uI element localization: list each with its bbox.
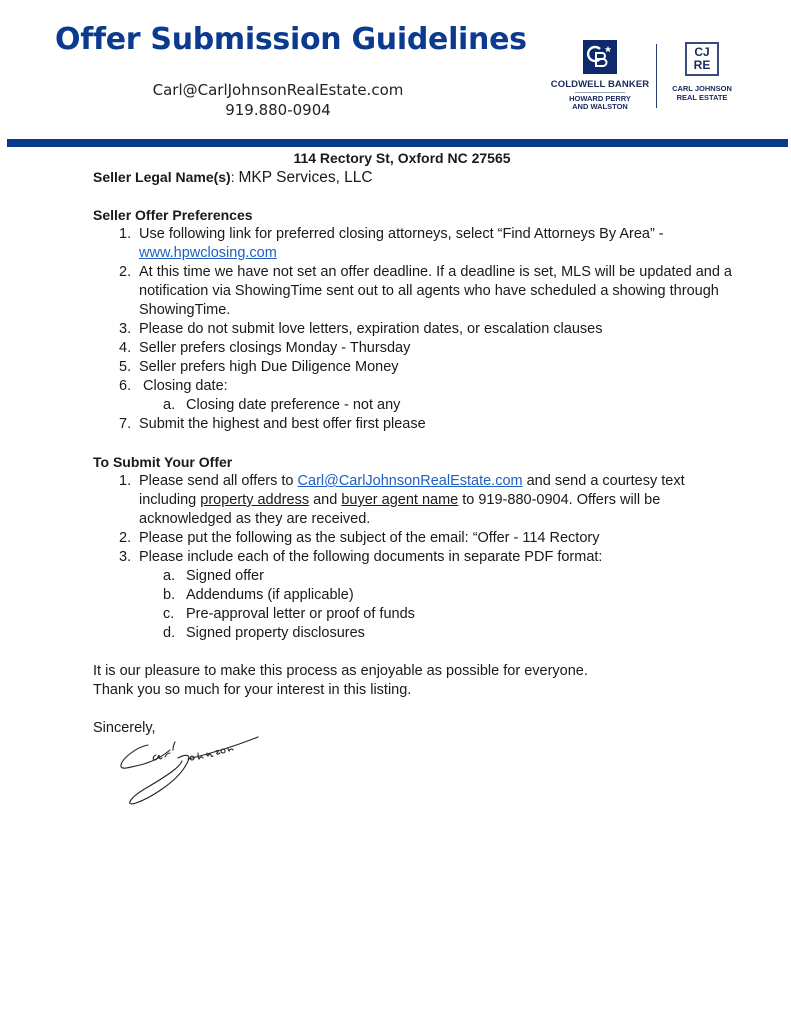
cj-monogram-line2: RE [693,58,711,72]
seller-value: MKP Services, LLC [238,169,373,186]
cb-rule [575,92,625,93]
carl-johnson-logo [664,42,740,102]
sub-list-item: a. Closing date preference - not any [163,397,401,413]
seller-colon: : [230,169,235,185]
closing-line-1: It is our pleasure to make this process as enjoyable as possible for everyone. [93,663,588,679]
cjre-monogram-icon [685,42,719,76]
email-link[interactable]: Carl@CarlJohnsonRealEstate.com [297,473,523,489]
cb-monogram-icon [583,40,617,74]
property-address: 114 Rectory St, Oxford NC 27565 [293,150,511,166]
submit-list [93,472,733,643]
cj-name-line1: CARL JOHNSON [672,84,732,93]
seller-label: Seller Legal Name(s) [93,169,231,185]
list-item: 7. Submit the highest and best offer first please [119,416,426,432]
attorneys-link[interactable]: www.hpwclosing.com [139,245,277,261]
list-item: 6. Closing date: [119,378,228,394]
cj-name-line2: REAL ESTATE [676,93,728,102]
closing-paragraph [93,662,733,700]
sub-list-item: c. Pre-approval letter or proof of funds [163,606,415,622]
list-item: 3. Please include each of the following documents in separate PDF format: [119,549,603,565]
closing-line-2: Thank you so much for your interest in this listing. [93,682,412,698]
header-phone: 919.880-0904 [225,101,331,119]
list-item: 3. Please do not submit love letters, expiration dates, or escalation clauses [119,321,603,337]
cb-sub-line2: AND WALSTON [572,102,628,111]
list-item: 2. At this time we have not set an offer deadline. If a deadline is set, MLS will be updated and a notification via ShowingTime sent out to all agents who have scheduled a showing through ShowingTime. [119,264,732,318]
document-body [93,149,733,738]
seller-legal-name [93,168,733,187]
signoff: Sincerely, [93,720,156,736]
list-item: 4. Seller prefers closings Monday - Thursday [119,340,411,356]
cj-monogram-line1: CJ [694,45,710,59]
sub-list-item: a. Signed offer [163,568,264,584]
coldwell-banker-logo [540,40,660,111]
sub-list-item: d. Signed property disclosures [163,625,365,641]
sub-list-item: b. Addendums (if applicable) [163,587,354,603]
cb-brand-name: COLDWELL BANKER [550,79,650,90]
header-email: Carl@CarlJohnsonRealEstate.com [152,81,404,99]
cb-sub-line1: HOWARD PERRY [569,94,631,103]
underlined-property-address: property address [200,492,310,508]
logo-divider [656,44,657,108]
signature-image [118,735,268,815]
page-title: Offer Submission Guidelines [55,22,527,57]
list-item: 5. Seller prefers high Due Diligence Money [119,359,399,375]
list-item: 1. Please send all offers to Carl@CarlJohnsonRealEstate.com and send a courtesy text including property address and buyer agent name to 919-880-0904. Offers will be acknowledged as they are received. [119,473,685,527]
underlined-buyer-agent-name: buyer agent name [341,492,459,508]
list-item: 1. Use following link for preferred closing attorneys, select “Find Attorneys By Area” - www.hpwclosing.com [119,226,664,261]
submit-heading: To Submit Your Offer [93,454,233,470]
list-item: 2. Please put the following as the subject of the email: “Offer - 114 Rectory [119,530,600,546]
preferences-heading: Seller Offer Preferences [93,207,253,223]
preferences-list [93,225,733,434]
header-divider-bar [7,139,788,147]
